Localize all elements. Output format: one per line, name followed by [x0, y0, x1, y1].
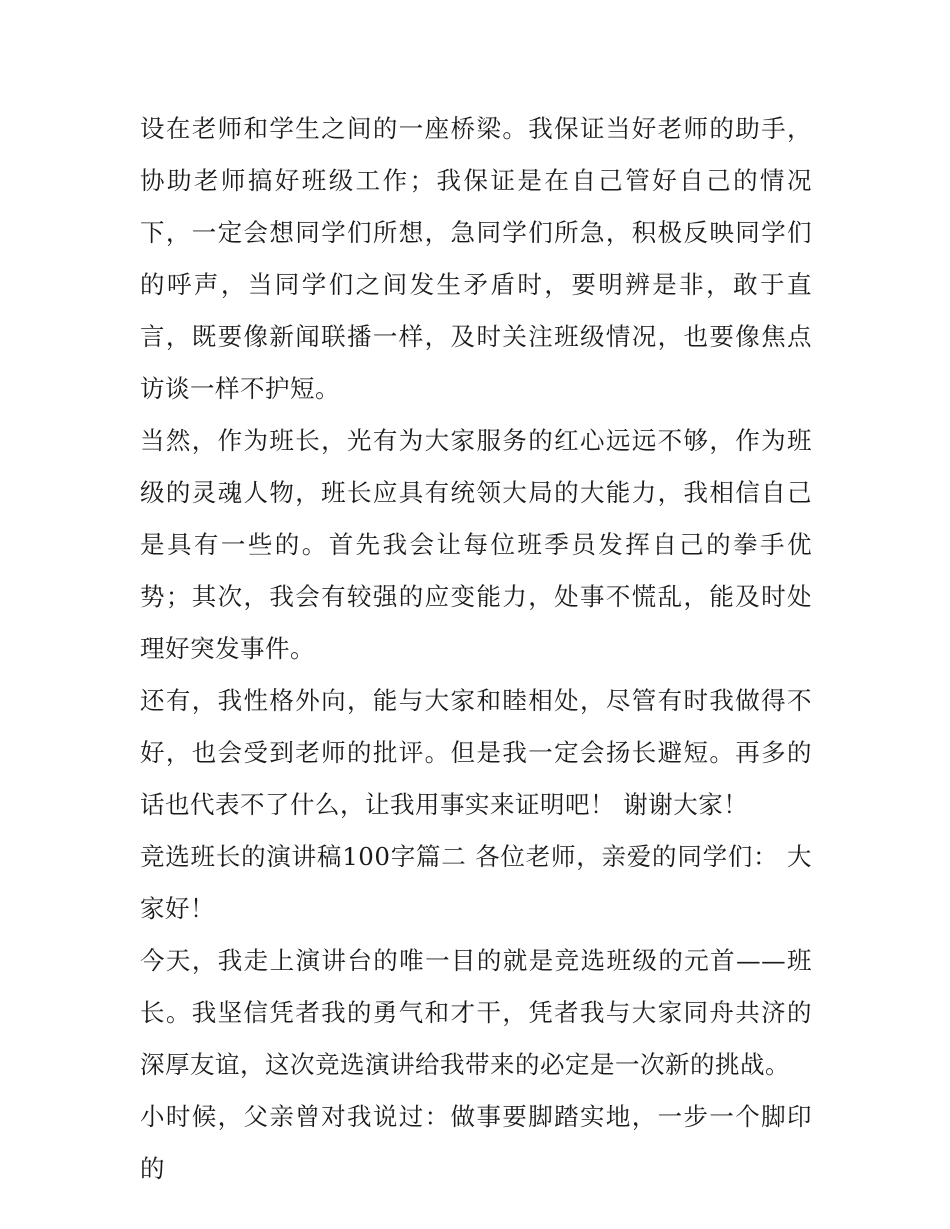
paragraph-6: 小时候，父亲曾对我说过：做事要脚踏实地，一步一个脚印的 [140, 1102, 812, 1183]
paragraph-5: 今天，我走上演讲台的唯一目的就是竞选班级的元首——班长。我坚信凭者我的勇气和才干，凭者我与大家同舟共济的深厚友谊，这次竞选演讲给我带来的必定是一次新的挑战。 [140, 946, 812, 1079]
paragraph-2: 当然，作为班长，光有为大家服务的红心远远不够，作为班级的灵魂人物，班长应具有统领大局的大能力，我相信自己是具有一些的。首先我会让每位班季员发挥自己的拳手优势；其次，我会有较强的应变能力，处事不慌乱，能及时处理好突发事件。 [140, 426, 812, 663]
paragraph-3: 还有，我性格外向，能与大家和睦相处，尽管有时我做得不好，也会受到老师的批评。但是我一定会扬长避短。再多的话也代表不了什么，让我用事实来证明吧！ 谢谢大家！ [140, 686, 812, 819]
document-body [140, 103, 812, 1195]
paragraph-1: 设在老师和学生之间的一座桥梁。我保证当好老师的助手，协助老师搞好班级工作；我保证是在自己管好自己的情况下，一定会想同学们所想，急同学们所急，积极反映同学们的呼声，当同学们之间发生矛盾时，要明辨是非，敢于直言，既要像新闻联播一样，及时关注班级情况，也要像焦点访谈一样不护短。 [140, 114, 812, 403]
paragraph-4: 竞选班长的演讲稿100字篇二 各位老师，亲爱的同学们： 大家好！ [140, 842, 812, 923]
